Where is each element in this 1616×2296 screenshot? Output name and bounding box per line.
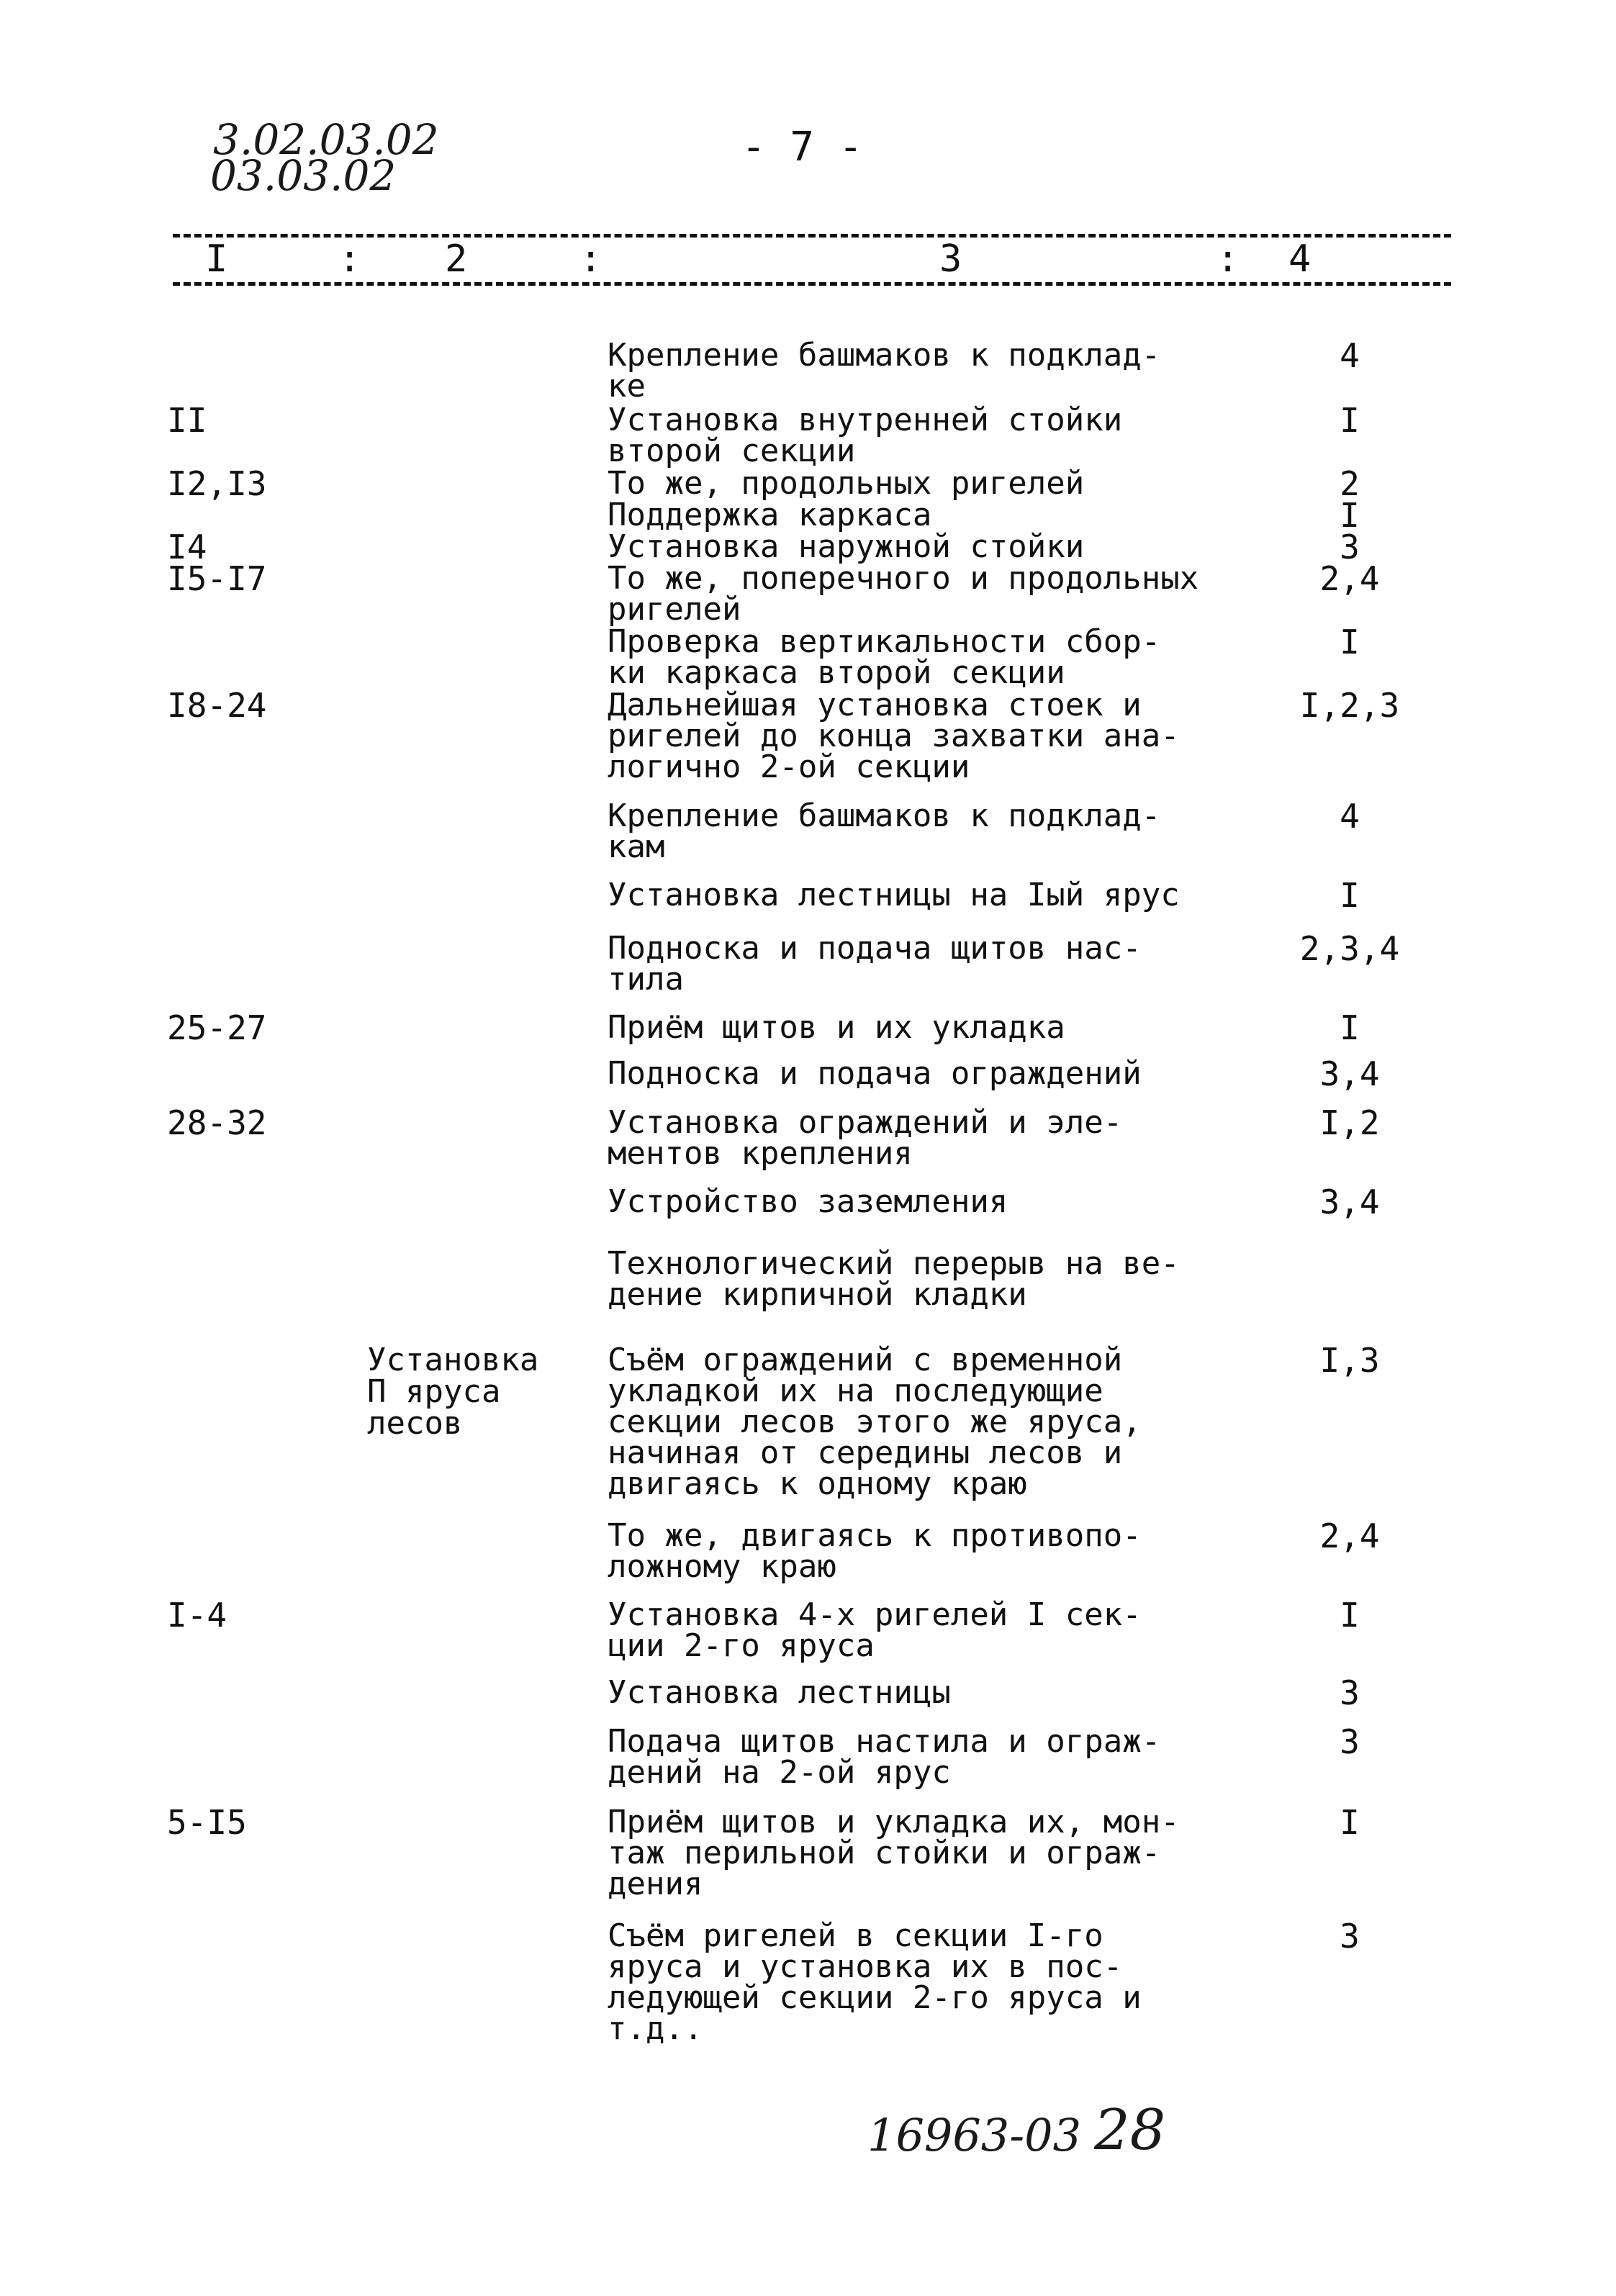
worker-numbers: 2,4: [1319, 1517, 1380, 1555]
worker-numbers: 2,4: [1319, 559, 1380, 598]
document-code-secondary: 03.03.02: [210, 151, 397, 200]
table-header-rule-top: [173, 234, 1451, 238]
step-number: I5-I7: [167, 559, 267, 598]
operation-text: Технологический перерыв на ве- дение кирпичной кладки: [608, 1245, 1180, 1313]
operation-text: Съём ограждений с временной укладкой их на последующие секции лесов этого же яруса, начиная от середины лесов и двигаясь к одному краю: [608, 1342, 1142, 1502]
worker-numbers: I,2: [1319, 1103, 1380, 1142]
worker-numbers: I: [1340, 876, 1360, 915]
operation-text: Подноска и подача щитов нас- тила: [608, 930, 1142, 998]
column-separator: :: [579, 238, 602, 281]
operation-text: Крепление башмаков к подклад- ке: [608, 337, 1161, 404]
worker-numbers: 3: [1340, 1722, 1360, 1761]
step-number: 25-27: [167, 1008, 267, 1047]
operation-text: Поддержка каркаса: [608, 497, 932, 533]
column-header-1: I: [205, 238, 228, 281]
operation-text: Установка внутренней стойки второй секции: [608, 402, 1123, 469]
worker-numbers: I: [1340, 1803, 1360, 1842]
worker-numbers: 3: [1340, 1673, 1360, 1712]
column-separator: :: [1216, 238, 1240, 281]
operation-text: То же, двигаясь к противопо- ложному краю: [608, 1517, 1142, 1585]
step-number: I2,I3: [167, 464, 267, 503]
worker-numbers: I: [1340, 401, 1360, 440]
operation-text: То же, продольных ригелей: [608, 465, 1085, 502]
operation-text: Подача щитов настила и ограж- дений на 2-ой ярус: [608, 1723, 1161, 1791]
operation-text: То же, поперечного и продольных ригелей: [608, 560, 1199, 628]
page-number: - 7 -: [741, 124, 863, 171]
step-number: I4: [167, 528, 207, 566]
operation-text: Подноска и подача ограждений: [608, 1055, 1142, 1092]
worker-numbers: I,2,3: [1299, 686, 1400, 725]
step-number: 5-I5: [167, 1803, 247, 1842]
operation-text: Приём щитов и их укладка: [608, 1009, 1065, 1046]
step-number: I8-24: [167, 686, 267, 725]
operation-text: Установка ограждений и эле- ментов крепления: [608, 1104, 1123, 1172]
worker-numbers: 4: [1340, 797, 1360, 836]
operation-text: Проверка вертикальности сбор- ки каркаса второй секции: [608, 623, 1161, 691]
step-number: I-4: [167, 1596, 227, 1635]
operation-text: Съём ригелей в секции I-го яруса и установка их в пос- ледующей секции 2-го яруса и т.д..: [608, 1917, 1142, 2047]
worker-numbers: I: [1340, 1596, 1360, 1635]
worker-numbers: I,3: [1319, 1341, 1380, 1380]
operation-text: Установка лестницы на Iый ярус: [608, 877, 1180, 913]
step-number: II: [167, 401, 207, 440]
sheet-number: 28: [1094, 2098, 1166, 2163]
operation-text: Дальнейшая установка стоек и ригелей до конца захватки ана- логично 2-ой секции: [608, 687, 1180, 785]
operation-text: Устройство заземления: [608, 1183, 1008, 1220]
operation-text: Установка наружной стойки: [608, 528, 1085, 565]
worker-numbers: I: [1340, 1008, 1360, 1047]
operation-text: Установка лестницы: [608, 1674, 951, 1711]
column-separator: :: [338, 238, 361, 281]
operation-text: Установка 4-х ригелей I сек- ции 2-го яруса: [608, 1596, 1142, 1664]
column-header-2: 2: [445, 238, 468, 281]
step-number: 28-32: [167, 1103, 267, 1142]
stage-title: Установка П яруса лесов: [367, 1342, 539, 1442]
worker-numbers: 3,4: [1319, 1054, 1380, 1093]
worker-numbers: I: [1340, 623, 1360, 661]
worker-numbers: 2,3,4: [1299, 929, 1400, 968]
worker-numbers: 4: [1340, 336, 1360, 375]
table-header-rule-bottom: [173, 282, 1451, 286]
column-header-3: 3: [939, 238, 962, 281]
worker-numbers: 2: [1340, 464, 1360, 503]
worker-numbers: I: [1340, 496, 1360, 535]
document-code-primary: 3.02.03.02: [213, 115, 439, 164]
worker-numbers: 3,4: [1319, 1183, 1380, 1221]
operation-text: Приём щитов и укладка их, мон- таж перильной стойки и ограж- дения: [608, 1804, 1180, 1902]
worker-numbers: 3: [1340, 528, 1360, 566]
operation-text: Крепление башмаков к подклад- кам: [608, 797, 1161, 865]
worker-numbers: 3: [1340, 1917, 1360, 1956]
archive-code: 16963-03: [867, 2109, 1082, 2161]
column-header-4: 4: [1288, 238, 1312, 281]
